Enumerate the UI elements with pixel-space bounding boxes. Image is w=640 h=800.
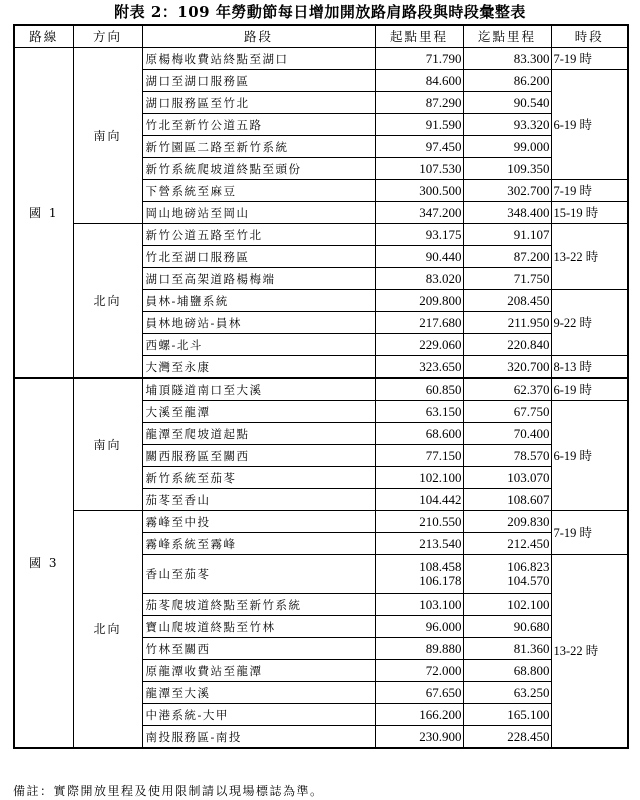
start-km-value: 108.458 xyxy=(419,559,462,574)
segment-cell: 竹北至湖口服務區 xyxy=(142,246,375,268)
header-start-km: 起點里程 xyxy=(375,25,463,48)
start-km-cell: 60.850 xyxy=(375,378,463,401)
end-km-cell: 62.370 xyxy=(463,378,551,401)
start-km-cell: 300.500 xyxy=(375,180,463,202)
start-km-cell: 89.880 xyxy=(375,638,463,660)
segment-cell: 湖口服務區至竹北 xyxy=(142,92,375,114)
header-route: 路線 xyxy=(14,25,73,48)
time-cell: 13-22 時 xyxy=(551,224,628,290)
end-km-cell: 348.400 xyxy=(463,202,551,224)
segment-cell: 竹林至關西 xyxy=(142,638,375,660)
start-km-cell: 91.590 xyxy=(375,114,463,136)
segment-cell: 南投服務區-南投 xyxy=(142,726,375,749)
time-cell: 7-19 時 xyxy=(551,180,628,202)
start-km-cell: 63.150 xyxy=(375,401,463,423)
end-km-cell xyxy=(463,555,551,594)
segment-cell: 新竹系統爬坡道終點至頭份 xyxy=(142,158,375,180)
segment-cell: 新竹園區二路至新竹系統 xyxy=(142,136,375,158)
end-km-cell: 87.200 xyxy=(463,246,551,268)
segment-cell: 新竹公道五路至竹北 xyxy=(142,224,375,246)
end-km-cell: 63.250 xyxy=(463,682,551,704)
start-km-cell: 83.020 xyxy=(375,268,463,290)
start-km-value-2: 106.178 xyxy=(419,573,462,588)
segment-cell: 大灣至永康 xyxy=(142,356,375,379)
time-cell: 7-19 時 xyxy=(551,48,628,70)
time-cell: 9-22 時 xyxy=(551,290,628,356)
end-km-cell: 212.450 xyxy=(463,533,551,555)
route-cell: 國 1 xyxy=(14,48,73,379)
segment-cell: 香山至茄苳 xyxy=(142,555,375,594)
start-km-cell: 347.200 xyxy=(375,202,463,224)
time-cell: 7-19 時 xyxy=(551,511,628,555)
time-cell: 6-19 時 xyxy=(551,378,628,401)
start-km-cell: 90.440 xyxy=(375,246,463,268)
start-km-cell: 97.450 xyxy=(375,136,463,158)
start-km-cell: 67.650 xyxy=(375,682,463,704)
segment-cell: 新竹系統至茄苳 xyxy=(142,467,375,489)
segment-cell: 湖口至湖口服務區 xyxy=(142,70,375,92)
end-km-cell: 103.070 xyxy=(463,467,551,489)
end-km-cell: 67.750 xyxy=(463,401,551,423)
segment-cell: 員林地磅站-員林 xyxy=(142,312,375,334)
segment-cell: 員林-埔鹽系統 xyxy=(142,290,375,312)
segment-cell: 茄苳爬坡道終點至新竹系統 xyxy=(142,594,375,616)
start-km-cell: 93.175 xyxy=(375,224,463,246)
direction-cell: 南向 xyxy=(73,48,142,224)
start-km-cell: 104.442 xyxy=(375,489,463,511)
time-cell: 6-19 時 xyxy=(551,70,628,180)
start-km-cell: 209.800 xyxy=(375,290,463,312)
end-km-cell: 102.100 xyxy=(463,594,551,616)
end-km-cell: 165.100 xyxy=(463,704,551,726)
segment-cell: 埔頂隧道南口至大溪 xyxy=(142,378,375,401)
segment-cell: 湖口至高架道路楊梅端 xyxy=(142,268,375,290)
segment-cell: 茄苳至香山 xyxy=(142,489,375,511)
end-km-cell: 86.200 xyxy=(463,70,551,92)
start-km-cell: 102.100 xyxy=(375,467,463,489)
start-km-cell: 71.790 xyxy=(375,48,463,70)
route-cell: 國 3 xyxy=(14,378,73,748)
end-km-cell: 90.540 xyxy=(463,92,551,114)
end-km-cell: 83.300 xyxy=(463,48,551,70)
start-km-cell: 323.650 xyxy=(375,356,463,379)
table-row xyxy=(14,224,628,246)
start-km-cell: 213.540 xyxy=(375,533,463,555)
start-km-cell xyxy=(375,555,463,594)
segment-cell: 寶山爬坡道終點至竹林 xyxy=(142,616,375,638)
end-km-cell: 99.000 xyxy=(463,136,551,158)
segment-cell: 下營系統至麻豆 xyxy=(142,180,375,202)
segment-cell: 大溪至龍潭 xyxy=(142,401,375,423)
segment-cell: 關西服務區至關西 xyxy=(142,445,375,467)
start-km-cell: 84.600 xyxy=(375,70,463,92)
end-km-cell: 108.607 xyxy=(463,489,551,511)
end-km-cell: 220.840 xyxy=(463,334,551,356)
start-km-cell: 96.000 xyxy=(375,616,463,638)
segment-cell: 霧峰至中投 xyxy=(142,511,375,533)
start-km-cell: 68.600 xyxy=(375,423,463,445)
table-row xyxy=(14,511,628,533)
segment-cell: 竹北至新竹公道五路 xyxy=(142,114,375,136)
end-km-cell: 211.950 xyxy=(463,312,551,334)
start-km-cell: 107.530 xyxy=(375,158,463,180)
segment-cell: 中港系統-大甲 xyxy=(142,704,375,726)
end-km-cell: 109.350 xyxy=(463,158,551,180)
header-end-km: 迄點里程 xyxy=(463,25,551,48)
segment-cell: 原龍潭收費站至龍潭 xyxy=(142,660,375,682)
start-km-cell: 77.150 xyxy=(375,445,463,467)
direction-cell: 南向 xyxy=(73,378,142,511)
start-km-cell: 210.550 xyxy=(375,511,463,533)
time-cell: 8-13 時 xyxy=(551,356,628,379)
direction-cell: 北向 xyxy=(73,511,142,749)
end-km-cell: 70.400 xyxy=(463,423,551,445)
end-km-cell: 208.450 xyxy=(463,290,551,312)
segment-cell: 西螺-北斗 xyxy=(142,334,375,356)
start-km-cell: 217.680 xyxy=(375,312,463,334)
segment-cell: 霧峰系統至霧峰 xyxy=(142,533,375,555)
header-time: 時段 xyxy=(551,25,628,48)
end-km-value-2: 104.570 xyxy=(507,573,550,588)
start-km-cell: 230.900 xyxy=(375,726,463,749)
segment-cell: 岡山地磅站至岡山 xyxy=(142,202,375,224)
end-km-cell: 81.360 xyxy=(463,638,551,660)
table-row xyxy=(14,48,628,70)
table-row xyxy=(14,378,628,401)
segment-cell: 龍潭至大溪 xyxy=(142,682,375,704)
start-km-cell: 166.200 xyxy=(375,704,463,726)
direction-cell: 北向 xyxy=(73,224,142,379)
end-km-cell: 90.680 xyxy=(463,616,551,638)
time-cell: 13-22 時 xyxy=(551,555,628,749)
segment-cell: 原楊梅收費站終點至湖口 xyxy=(142,48,375,70)
end-km-cell: 68.800 xyxy=(463,660,551,682)
end-km-value: 106.823 xyxy=(507,559,550,574)
header-row xyxy=(14,25,628,48)
header-segment: 路段 xyxy=(142,25,375,48)
shoulder-opening-table xyxy=(13,24,629,749)
end-km-cell: 91.107 xyxy=(463,224,551,246)
end-km-cell: 209.830 xyxy=(463,511,551,533)
end-km-cell: 320.700 xyxy=(463,356,551,379)
segment-cell: 龍潭至爬坡道起點 xyxy=(142,423,375,445)
start-km-cell: 87.290 xyxy=(375,92,463,114)
start-km-cell: 229.060 xyxy=(375,334,463,356)
footnote: 備註：實際開放里程及使用限制請以現場標誌為準。 xyxy=(13,784,324,798)
start-km-cell: 103.100 xyxy=(375,594,463,616)
end-km-cell: 228.450 xyxy=(463,726,551,749)
end-km-cell: 78.570 xyxy=(463,445,551,467)
end-km-cell: 71.750 xyxy=(463,268,551,290)
end-km-cell: 302.700 xyxy=(463,180,551,202)
start-km-cell: 72.000 xyxy=(375,660,463,682)
header-direction: 方向 xyxy=(73,25,142,48)
time-cell: 15-19 時 xyxy=(551,202,628,224)
time-cell: 6-19 時 xyxy=(551,401,628,511)
table-title: 附表 2：109 年勞動節每日增加開放路肩路段與時段彙整表 xyxy=(114,3,526,21)
end-km-cell: 93.320 xyxy=(463,114,551,136)
